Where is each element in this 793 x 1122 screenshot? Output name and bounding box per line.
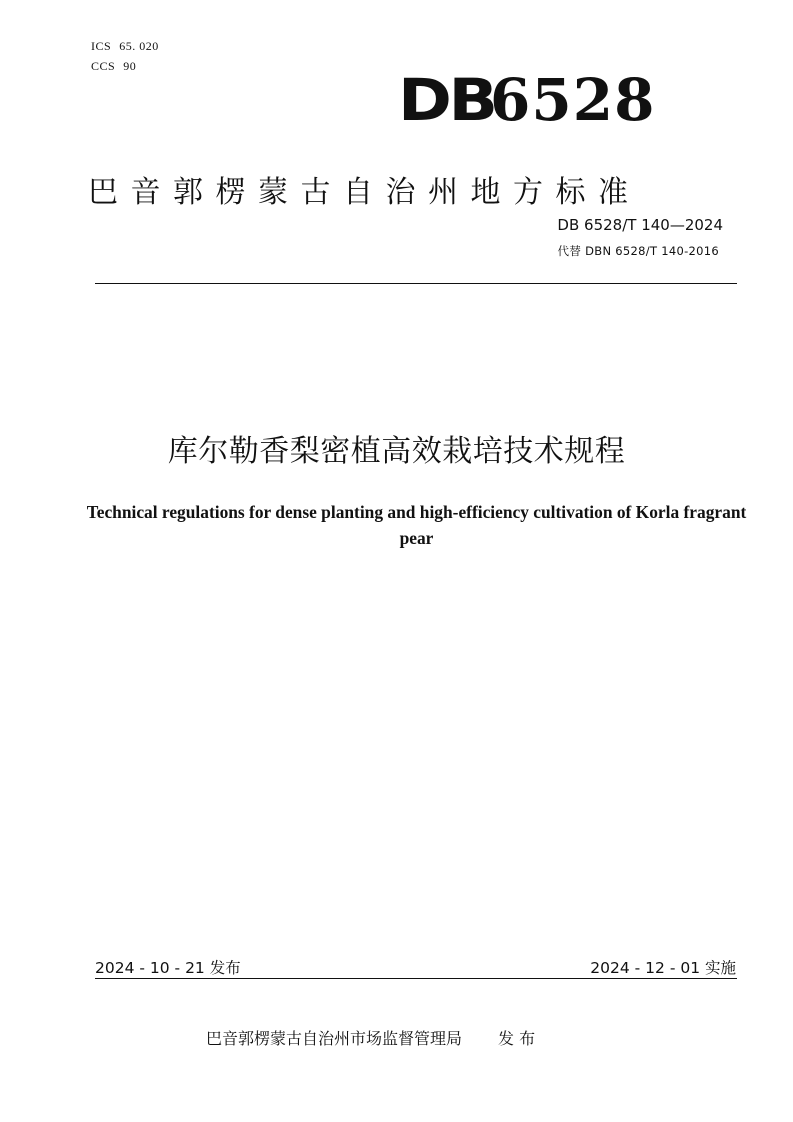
bottom-divider (95, 978, 737, 979)
issue-date: 2024 - 10 - 21 发布 (95, 959, 241, 977)
ics-value: 65. 020 (119, 39, 159, 53)
top-divider (95, 283, 737, 284)
publisher-name: 巴音郭楞蒙古自治州市场监督管理局 (206, 1029, 463, 1048)
document-title-chinese: 库尔勒香梨密植高效栽培技术规程 (167, 434, 626, 469)
document-title-english: Technical regulations for dense planting and high-efficiency cultivation of Korla fragrant pear (86, 502, 747, 548)
replaced-standard-note: 代替 DBN 6528/T 140-2016 (557, 244, 719, 258)
logo-code: 6528 (490, 66, 656, 134)
implementation-date: 2024 - 12 - 01 实施 (590, 959, 736, 977)
standard-number: DB 6528/T 140—2024 (557, 216, 723, 234)
ccs-label: CCS (91, 59, 116, 73)
ics-label: ICS (91, 39, 112, 53)
ics-code-line (91, 39, 159, 54)
logo-prefix: DB (398, 66, 495, 134)
publisher-line (206, 1026, 535, 1049)
publish-action: 发 布 (498, 1029, 536, 1048)
ccs-value: 90 (123, 59, 137, 73)
ccs-code-line (91, 59, 136, 74)
standard-type-heading: 巴音郭楞蒙古自治州地方标准 (88, 175, 641, 210)
db-standard-logo (398, 66, 660, 134)
